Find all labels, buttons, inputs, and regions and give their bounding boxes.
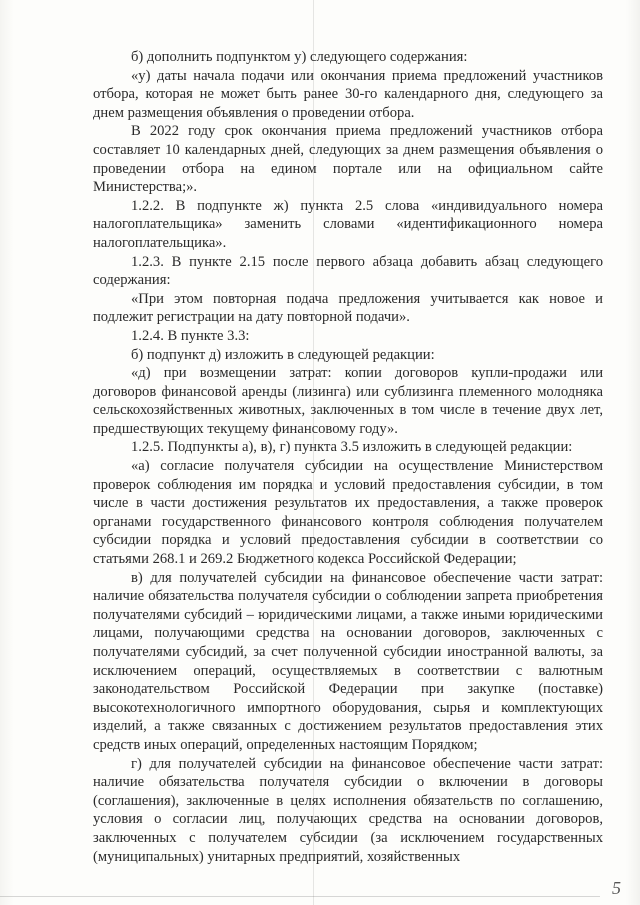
- paragraph: б) подпункт д) изложить в следующей редакции:: [131, 346, 435, 363]
- paragraph: В 2022 году срок окончания приема предложений участников отбора составляет 10 календарных дней, следующих за днем размещения объявления о проведении отбора на едином портале или на официальном сайте Министерства;».: [93, 123, 603, 196]
- document-body: [93, 48, 603, 866]
- paragraph: «а) согласие получателя субсидии на осуществление Министерством проверок соблюдения им порядка и условий предоставления субсидии, в том числе в части достижения результатов их предоставления, а также проверок органами государственного финансового контроля соблюдения получателем субсидии порядка и условий предоставления субсидии в соответствии со статьями 268.1 и 269.2 Бюджетного кодекса Российской Федерации;: [93, 458, 603, 568]
- paragraph: «При этом повторная подача предложения учитывается как новое и подлежит регистрации на дату повторной подачи».: [93, 290, 603, 326]
- page-number: 5: [612, 878, 621, 898]
- paragraph: в) для получателей субсидии на финансовое обеспечение части затрат: наличие обязательства получателя субсидии о соблюдении запрета приобретения получателями субсидий – юридическими лицами, а также иными юридическими лицами, получающими средства на основании договоров, заключенных с получателями субсидий, за счет полученной субсидии иностранной валюты, за исключением операций, осуществляемых в соответствии с валютным законодательством Российской Федерации при закупке (поставке) высокотехнологичного импортного оборудования, сырья и комплектующих изделий, а также связанных с достижением результатов предоставления этих средств иных операций, определенных настоящим Порядком;: [93, 569, 603, 753]
- scan-bottom-edge: [0, 896, 600, 897]
- paragraph: 1.2.3. В пункте 2.15 после первого абзаца добавить абзац следующего содержания:: [93, 253, 603, 289]
- paragraph: «у) даты начала подачи или окончания приема предложений участников отбора, которая не может быть ранее 30-го календарного дня, следующего за днем размещения объявления о проведении отбора.: [93, 67, 603, 121]
- paragraph: 1.2.5. Подпункты а), в), г) пункта 3.5 изложить в следующей редакции:: [131, 439, 573, 456]
- paragraph: г) для получателей субсидии на финансовое обеспечение части затрат: наличие обязательства получателя субсидии о включении в договоры (соглашения), заключенные в целях исполнения обязательств по соглашению, условия о согласии лиц, получающих средства на основании договоров, заключенных с получателем субсидии (за исключением государственных (муниципальных) унитарных предприятий, хозяйственных: [93, 755, 603, 865]
- paragraph: 1.2.4. В пункте 3.3:: [131, 327, 250, 344]
- paragraph: 1.2.2. В подпункте ж) пункта 2.5 слова «индивидуального номера налогоплательщика» заменить словами «идентификационного номера налогоплательщика».: [93, 197, 603, 251]
- paragraph: «д) при возмещении затрат: копии договоров купли-продажи или договоров финансовой аренды (лизинга) или сублизинга племенного молодняка сельскохозяйственных животных, заключенных в том числе в течение двух лет, предшествующих текущему финансовому году».: [93, 365, 603, 437]
- paragraph: б) дополнить подпунктом у) следующего содержания:: [131, 49, 468, 65]
